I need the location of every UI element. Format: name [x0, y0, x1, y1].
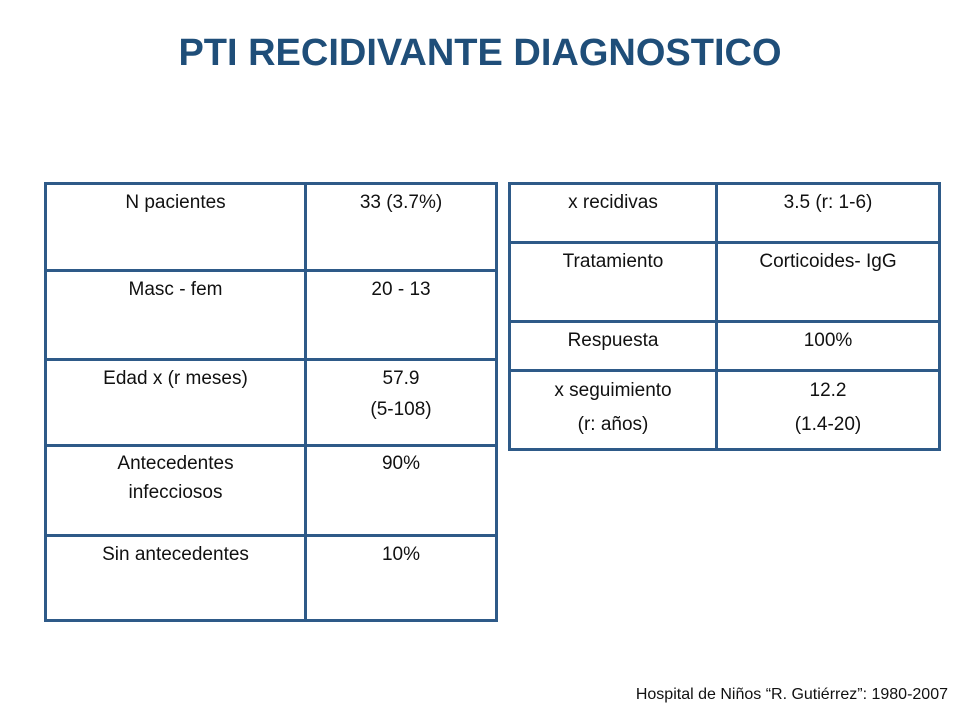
table-row	[510, 184, 940, 243]
row-value: 3.5 (r: 1-6)	[717, 184, 940, 243]
source-note: Hospital de Niños “R. Gutiérrez”: 1980-2007	[635, 686, 948, 703]
row-value: 10%	[306, 536, 497, 621]
table-row	[46, 271, 497, 360]
table-row	[46, 536, 497, 621]
row-value: 12.2 (1.4-20)	[717, 371, 940, 450]
row-label: Antecedentes infecciosos	[46, 446, 306, 536]
row-value: 20 - 13	[306, 271, 497, 360]
row-value: 57.9 (5-108)	[306, 360, 497, 446]
row-label: N pacientes	[46, 184, 306, 271]
table-row	[46, 184, 497, 271]
summary-table-right	[508, 182, 941, 451]
table-row	[46, 446, 497, 536]
table-row	[510, 371, 940, 450]
table-row	[510, 243, 940, 322]
row-value: 100%	[717, 322, 940, 371]
row-label: Edad x (r meses)	[46, 360, 306, 446]
row-label: x seguimiento (r: años)	[510, 371, 717, 450]
row-value: 33 (3.7%)	[306, 184, 497, 271]
row-value: 90%	[306, 446, 497, 536]
row-label: Respuesta	[510, 322, 717, 371]
summary-table-left	[44, 182, 498, 622]
slide-title: PTI RECIDIVANTE DIAGNOSTICO	[178, 32, 782, 74]
table-row	[510, 322, 940, 371]
row-label: Masc - fem	[46, 271, 306, 360]
row-value: Corticoides- IgG	[717, 243, 940, 322]
row-label: Tratamiento	[510, 243, 717, 322]
row-label: Sin antecedentes	[46, 536, 306, 621]
row-label: x recidivas	[510, 184, 717, 243]
table-row	[46, 360, 497, 446]
